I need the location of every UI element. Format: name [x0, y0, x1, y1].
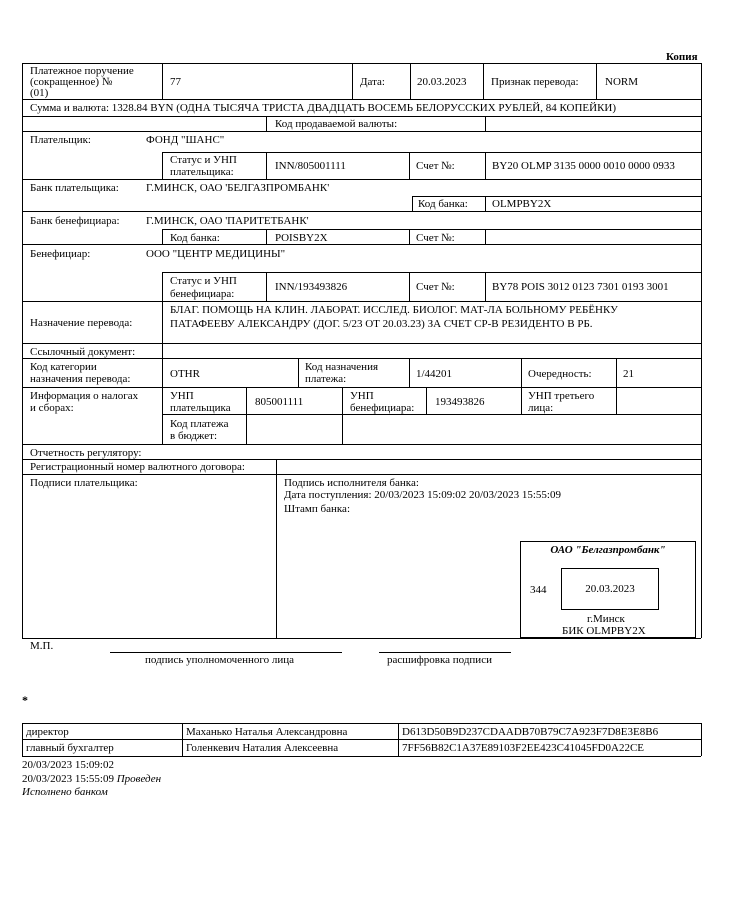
signer-name: Маханько Наталья Александровна: [186, 726, 348, 738]
regulator-label: Отчетность регулятору:: [30, 447, 142, 459]
divider: [22, 116, 701, 117]
payment-purpose-code-label: Код назначения: [305, 361, 379, 373]
copy-label: Копия: [666, 51, 698, 63]
divider: [485, 116, 486, 131]
order-number: 77: [170, 76, 181, 88]
benef-account: BY78 POIS 3012 0123 7301 0193 3001: [492, 281, 669, 293]
divider: [485, 229, 486, 244]
priority: 21: [623, 368, 634, 380]
sold-currency-label: Код продаваемой валюты:: [275, 118, 398, 130]
benef-name: ООО "ЦЕНТР МЕДИЦИНЫ": [146, 248, 286, 260]
divider: [182, 723, 183, 756]
title-line1: Платежное поручение: [30, 65, 134, 77]
divider: [162, 387, 163, 444]
divider: [162, 272, 163, 301]
divider: [521, 358, 522, 387]
divider: [483, 63, 484, 99]
divider: [22, 301, 701, 302]
divider: [398, 723, 399, 756]
received-line: Дата поступления: 20/03/2023 15:09:02 20/03/2023 15:55:09: [284, 489, 561, 501]
divider: [162, 63, 163, 99]
stamp-bank-name: ОАО "Белгазпромбанк": [550, 544, 666, 556]
payer-status-label: Статус и УНП: [170, 154, 237, 166]
divider: [22, 756, 701, 757]
signer-hash: 7FF56B82C1A37E89103F2EE423C41045FD0A22CE: [402, 742, 645, 754]
payer-signatures-label: Подписи плательщика:: [30, 477, 138, 489]
divider: [22, 131, 701, 132]
category-code-label: назначения перевода:: [30, 373, 131, 385]
benef-label: Бенефициар:: [30, 248, 91, 260]
payer-bank-code: OLMPBY2X: [492, 198, 552, 210]
divider: [409, 272, 410, 301]
payer-bank-code-label: Код банка:: [418, 198, 468, 210]
divider: [409, 152, 410, 179]
unp-third-label: УНП третьего: [528, 390, 595, 402]
unp-payer: 805001111: [255, 396, 304, 408]
divider: [22, 739, 701, 740]
signer-role: главный бухгалтер: [26, 742, 114, 754]
divider: [352, 63, 353, 99]
divider: [521, 387, 522, 414]
payer-bank: Г.МИНСК, ОАО 'БЕЛГАЗПРОМБАНК': [146, 182, 330, 194]
stamp-date-box: [561, 568, 659, 610]
divider: [22, 723, 23, 756]
stamp-date: 20.03.2023: [585, 583, 635, 595]
unp-benef-label: бенефициара:: [350, 402, 415, 414]
divider: [266, 152, 267, 179]
footer-line1: 20/03/2023 15:09:02: [22, 759, 114, 771]
stamp-city: г.Минск: [587, 613, 625, 625]
divider: [22, 444, 701, 445]
divider: [246, 387, 247, 444]
footer-line2: [22, 773, 161, 785]
payer-name: ФОНД "ШАНС": [146, 134, 225, 146]
ref-doc-label: Ссылочный документ:: [30, 346, 136, 358]
benef-status-label: Статус и УНП: [170, 275, 237, 287]
tax-info-label: и сборах:: [30, 402, 74, 414]
payer-inn: INN/805001111: [275, 160, 346, 172]
divider: [22, 723, 701, 724]
divider: [162, 152, 163, 179]
footer-time: 20/03/2023 15:55:09: [22, 773, 114, 785]
decoding-label: расшифровка подписи: [387, 654, 492, 666]
divider: [409, 358, 410, 387]
payer-bank-label: Банк плательщика:: [30, 182, 119, 194]
unp-benef: 193493826: [435, 396, 485, 408]
category-code: OTHR: [170, 368, 200, 380]
title-line2: (сокращенное) №: [30, 76, 113, 88]
unp-benef-label: УНП: [350, 390, 374, 402]
payer-status-label: плательщика:: [170, 166, 234, 178]
divider: [485, 272, 486, 301]
benef-bank-code: POISBY2X: [275, 232, 328, 244]
divider: [266, 272, 267, 301]
divider: [266, 229, 267, 244]
divider: [22, 244, 701, 245]
form-border-right: [701, 63, 702, 638]
divider: [162, 152, 701, 153]
divider: [410, 63, 411, 99]
divider: [22, 459, 701, 460]
purpose-label: Назначение перевода:: [30, 317, 133, 329]
divider: [22, 211, 701, 212]
benef-bank: Г.МИНСК, ОАО 'ПАРИТЕТБАНК': [146, 215, 309, 227]
divider: [22, 358, 701, 359]
signature-line: [379, 652, 511, 653]
divider: [266, 116, 267, 131]
divider: [162, 301, 163, 358]
date-label: Дата:: [360, 76, 385, 88]
budget-code-label: Код платежа: [170, 418, 229, 430]
form-border-left: [22, 63, 23, 638]
signature-line: [110, 652, 342, 653]
divider: [162, 229, 163, 244]
divider: [426, 387, 427, 414]
divider: [22, 387, 701, 388]
stamp-branch: 344: [530, 584, 547, 596]
divider: [342, 387, 343, 444]
divider: [22, 99, 701, 100]
purpose-text: БЛАГ. ПОМОЩЬ НА КЛИН. ЛАБОРАТ. ИССЛЕД. БИОЛОГ. МАТ-ЛА БОЛЬНОМУ РЕБЁНКУ: [170, 304, 618, 316]
authorized-signature-label: подпись уполномоченного лица: [145, 654, 294, 666]
transfer-sign: NORM: [605, 76, 639, 88]
budget-code-label: в бюджет:: [170, 430, 217, 442]
unp-third-label: лица:: [528, 402, 554, 414]
tax-info-label: Информация о налогах: [30, 390, 139, 402]
title-line3: (01): [30, 87, 49, 99]
priority-label: Очередность:: [528, 368, 592, 380]
divider: [276, 459, 277, 638]
benef-bank-account-label: Счет №:: [416, 232, 455, 244]
divider: [701, 723, 702, 756]
stamp-bik: БИК OLMPBY2X: [562, 625, 646, 637]
divider: [162, 272, 701, 273]
benef-account-label: Счет №:: [416, 281, 455, 293]
divider: [412, 196, 413, 211]
amount-line: Сумма и валюта: 1328.84 BYN (ОДНА ТЫСЯЧА ТРИСТА ДВАДЦАТЬ ВОСЕМЬ БЕЛОРУССКИХ РУБЛЕЙ, 84 КОПЕЙКИ): [30, 102, 617, 114]
transfer-sign-label: Признак перевода:: [491, 76, 579, 88]
unp-payer-label: плательщика: [170, 402, 231, 414]
divider: [22, 474, 701, 475]
form-border-top: [22, 63, 701, 64]
signer-hash: D613D50B9D237CDAADB70B79C7A923F7D8E3E8B6: [402, 726, 659, 738]
payment-purpose-code-label: платежа:: [305, 373, 347, 385]
purpose-text: ПАТАФЕЕВУ АЛЕКСАНДРУ (ДОГ. 5/23 ОТ 20.03.23) ЗА СЧЕТ СР-В РЕЗИДЕНТО В РБ.: [170, 318, 593, 330]
payment-purpose-code: 1/44201: [416, 368, 453, 380]
account-label: Счет №:: [416, 160, 455, 172]
divider: [22, 179, 701, 180]
bank-stamp: [520, 541, 696, 638]
divider: [162, 229, 701, 230]
divider: [596, 63, 597, 99]
unp-payer-label: УНП: [170, 390, 194, 402]
divider: [298, 358, 299, 387]
signer-name: Голенкевич Наталия Алексеевна: [186, 742, 339, 754]
divider: [22, 343, 701, 344]
mp-label: М.П.: [30, 640, 54, 652]
asterisk: *: [22, 693, 28, 707]
bank-signature-label: Подпись исполнителя банка:: [284, 477, 419, 489]
form-border-bottom: [22, 638, 701, 639]
benef-bank-label: Банк бенефициара:: [30, 215, 120, 227]
benef-bank-code-label: Код банка:: [170, 232, 220, 244]
divider: [162, 414, 701, 415]
divider: [616, 358, 617, 387]
divider: [616, 387, 617, 414]
footer-line3: Исполнено банком: [22, 786, 108, 798]
category-code-label: Код категории: [30, 361, 97, 373]
divider: [485, 152, 486, 179]
benef-inn: INN/193493826: [275, 281, 348, 293]
payer-label: Плательщик:: [30, 134, 91, 146]
divider: [485, 196, 486, 211]
currency-contract-label: Регистрационный номер валютного договора:: [30, 461, 245, 473]
payer-account: BY20 OLMP 3135 0000 0010 0000 0933: [492, 160, 675, 172]
order-date: 20.03.2023: [417, 76, 467, 88]
bank-stamp-label: Штамп банка:: [284, 503, 350, 515]
divider: [409, 229, 410, 244]
footer-status: Проведен: [116, 773, 162, 785]
divider: [412, 196, 701, 197]
signer-role: директор: [26, 726, 69, 738]
benef-status-label: бенефициара:: [170, 288, 235, 300]
divider: [162, 358, 163, 387]
